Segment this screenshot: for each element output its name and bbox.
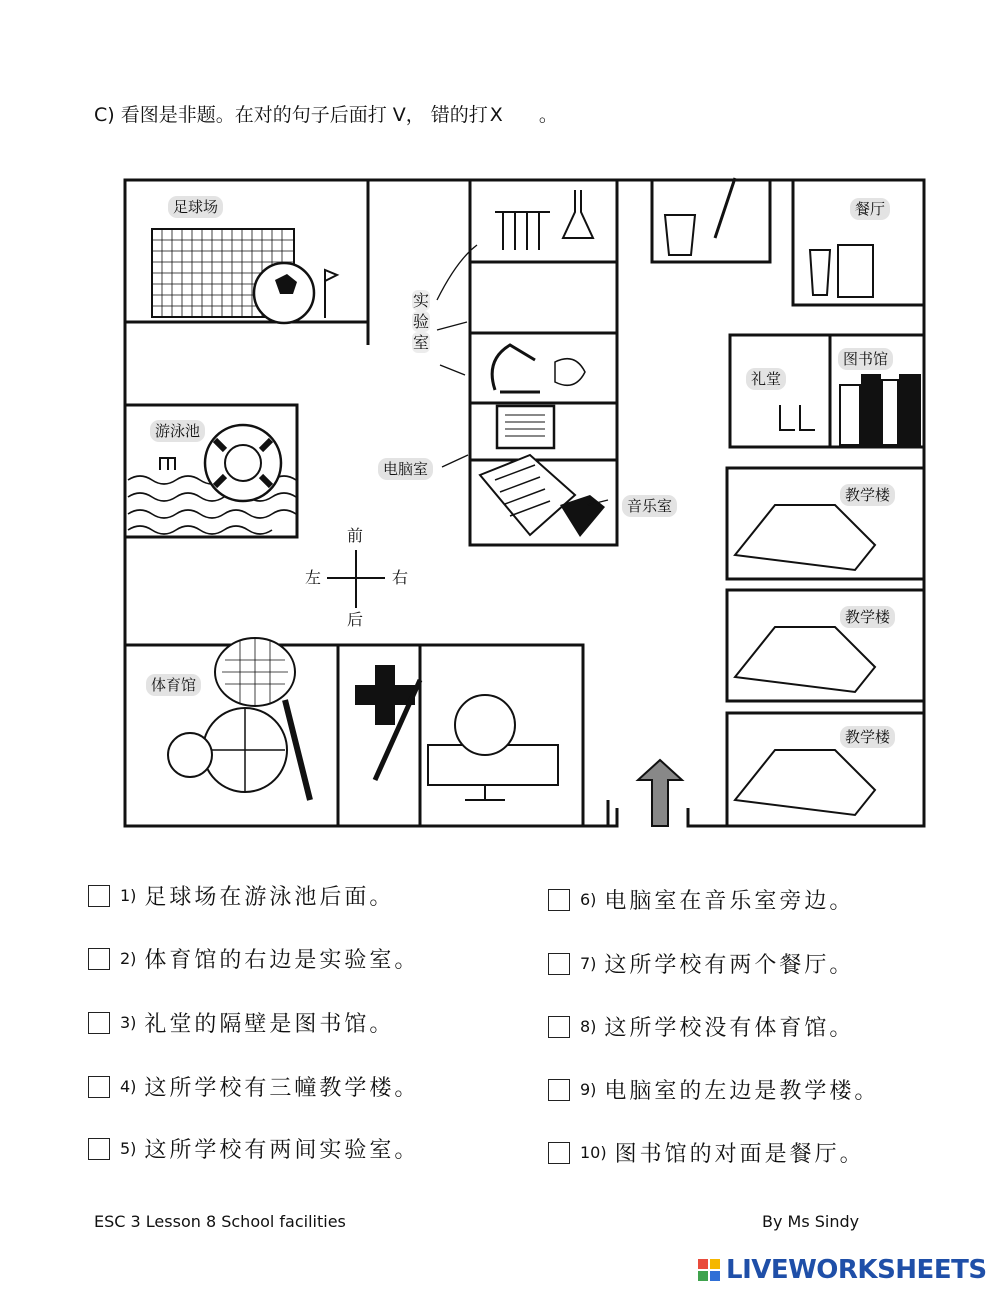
compass-right: 右 bbox=[392, 568, 409, 587]
statement-number: 4) bbox=[120, 1077, 137, 1096]
hall-chairs bbox=[780, 405, 815, 430]
footer-author: By Ms Sindy bbox=[762, 1212, 860, 1231]
answer-checkbox[interactable] bbox=[548, 1142, 570, 1164]
label-soccer-field: 足球场 bbox=[168, 196, 223, 218]
statement-text: 体育馆的右边是实验室。 bbox=[144, 948, 420, 973]
statement-4 bbox=[88, 1071, 419, 1102]
lab-bugs bbox=[555, 359, 585, 386]
statement-10 bbox=[548, 1137, 865, 1168]
compass-back: 后 bbox=[347, 610, 364, 629]
teaching-building-2 bbox=[727, 590, 924, 701]
brand-name: LIVEWORKSHEETS bbox=[726, 1255, 987, 1285]
label-library: 图书馆 bbox=[838, 348, 893, 370]
soccer-room-wall bbox=[125, 180, 368, 345]
statement-8 bbox=[548, 1011, 854, 1042]
label-teaching-building: 教学楼 bbox=[840, 726, 895, 748]
microscope bbox=[492, 345, 540, 392]
storage-room bbox=[652, 180, 770, 262]
answer-checkbox[interactable] bbox=[88, 1076, 110, 1098]
answer-checkbox[interactable] bbox=[548, 953, 570, 975]
instruction-prefix: C) 看图是非题。在对的句子后面打 V， 错的打 bbox=[94, 104, 488, 126]
statement-text: 这所学校有三幢教学楼。 bbox=[144, 1076, 420, 1101]
answer-checkbox[interactable] bbox=[88, 1012, 110, 1034]
statement-3 bbox=[88, 1007, 394, 1038]
statement-number: 9) bbox=[580, 1080, 597, 1099]
statement-7 bbox=[548, 948, 854, 979]
statement-number: 8) bbox=[580, 1017, 597, 1036]
teaching-building-3 bbox=[727, 713, 924, 826]
bag-book-drawings bbox=[735, 505, 875, 815]
volleyball bbox=[168, 733, 212, 777]
brand-square-blue bbox=[710, 1271, 720, 1281]
answer-checkbox[interactable] bbox=[88, 885, 110, 907]
label-canteen: 餐厅 bbox=[850, 198, 890, 220]
mop bbox=[715, 178, 735, 238]
teaching-building-1 bbox=[727, 468, 924, 579]
label-computer-room: 电脑室 bbox=[378, 458, 433, 480]
label-lab bbox=[412, 290, 430, 353]
brand-square-green bbox=[698, 1271, 708, 1281]
statement-text: 足球场在游泳池后面。 bbox=[144, 885, 395, 910]
label-lab-char: 实 bbox=[412, 291, 429, 310]
label-teaching-building: 教学楼 bbox=[840, 484, 895, 506]
statement-number: 10) bbox=[580, 1143, 607, 1162]
statement-number: 5) bbox=[120, 1139, 137, 1158]
compass-left: 左 bbox=[305, 568, 322, 587]
label-teaching-building: 教学楼 bbox=[840, 606, 895, 628]
brand-square-yellow bbox=[710, 1259, 720, 1269]
compass-cross bbox=[327, 550, 385, 608]
brand-icon bbox=[698, 1259, 720, 1281]
label-hall: 礼堂 bbox=[746, 368, 786, 390]
statement-9 bbox=[548, 1074, 879, 1105]
statement-text: 电脑室在音乐室旁边。 bbox=[604, 889, 855, 914]
statement-number: 6) bbox=[580, 890, 597, 909]
label-lab-char: 室 bbox=[412, 333, 429, 352]
statement-number: 2) bbox=[120, 949, 137, 968]
statement-text: 电脑室的左边是教学楼。 bbox=[604, 1079, 880, 1104]
corner-flag bbox=[325, 270, 337, 318]
statement-text: 图书馆的对面是餐厅。 bbox=[614, 1142, 865, 1167]
answer-checkbox[interactable] bbox=[548, 1079, 570, 1101]
instruction-suffix: 。 bbox=[538, 104, 558, 126]
library-books bbox=[840, 375, 920, 445]
statement-number: 3) bbox=[120, 1013, 137, 1032]
compass-front: 前 bbox=[347, 526, 364, 545]
statement-text: 这所学校有两个餐厅。 bbox=[604, 953, 855, 978]
answer-checkbox[interactable] bbox=[88, 1138, 110, 1160]
snack-box bbox=[838, 245, 873, 297]
bucket bbox=[665, 215, 695, 255]
instruction-x-mark: X bbox=[489, 104, 503, 126]
label-music-room: 音乐室 bbox=[622, 495, 677, 517]
life-ring bbox=[205, 425, 281, 501]
statement-text: 礼堂的隔壁是图书馆。 bbox=[144, 1012, 395, 1037]
statement-1 bbox=[88, 880, 394, 911]
office-globe bbox=[455, 695, 515, 755]
label-gym: 体育馆 bbox=[146, 674, 201, 696]
beakers bbox=[495, 212, 550, 250]
entrance-arrow bbox=[638, 760, 682, 826]
statement-5 bbox=[88, 1133, 419, 1164]
statement-text: 这所学校有两间实验室。 bbox=[144, 1138, 420, 1163]
statement-number: 1) bbox=[120, 886, 137, 905]
statement-text: 这所学校没有体育馆。 bbox=[604, 1016, 855, 1041]
label-lab-char: 验 bbox=[412, 312, 429, 331]
answer-checkbox[interactable] bbox=[88, 948, 110, 970]
statement-2 bbox=[88, 943, 419, 974]
label-swimming-pool: 游泳池 bbox=[150, 420, 205, 442]
drink-cup bbox=[810, 250, 830, 295]
liveworksheets-logo[interactable] bbox=[698, 1255, 987, 1285]
statement-6 bbox=[548, 884, 854, 915]
footer-lesson: ESC 3 Lesson 8 School facilities bbox=[94, 1212, 346, 1231]
answer-checkbox[interactable] bbox=[548, 1016, 570, 1038]
brand-square-red bbox=[698, 1259, 708, 1269]
answer-checkbox[interactable] bbox=[548, 889, 570, 911]
statement-number: 7) bbox=[580, 954, 597, 973]
computer-monitor bbox=[497, 406, 554, 448]
